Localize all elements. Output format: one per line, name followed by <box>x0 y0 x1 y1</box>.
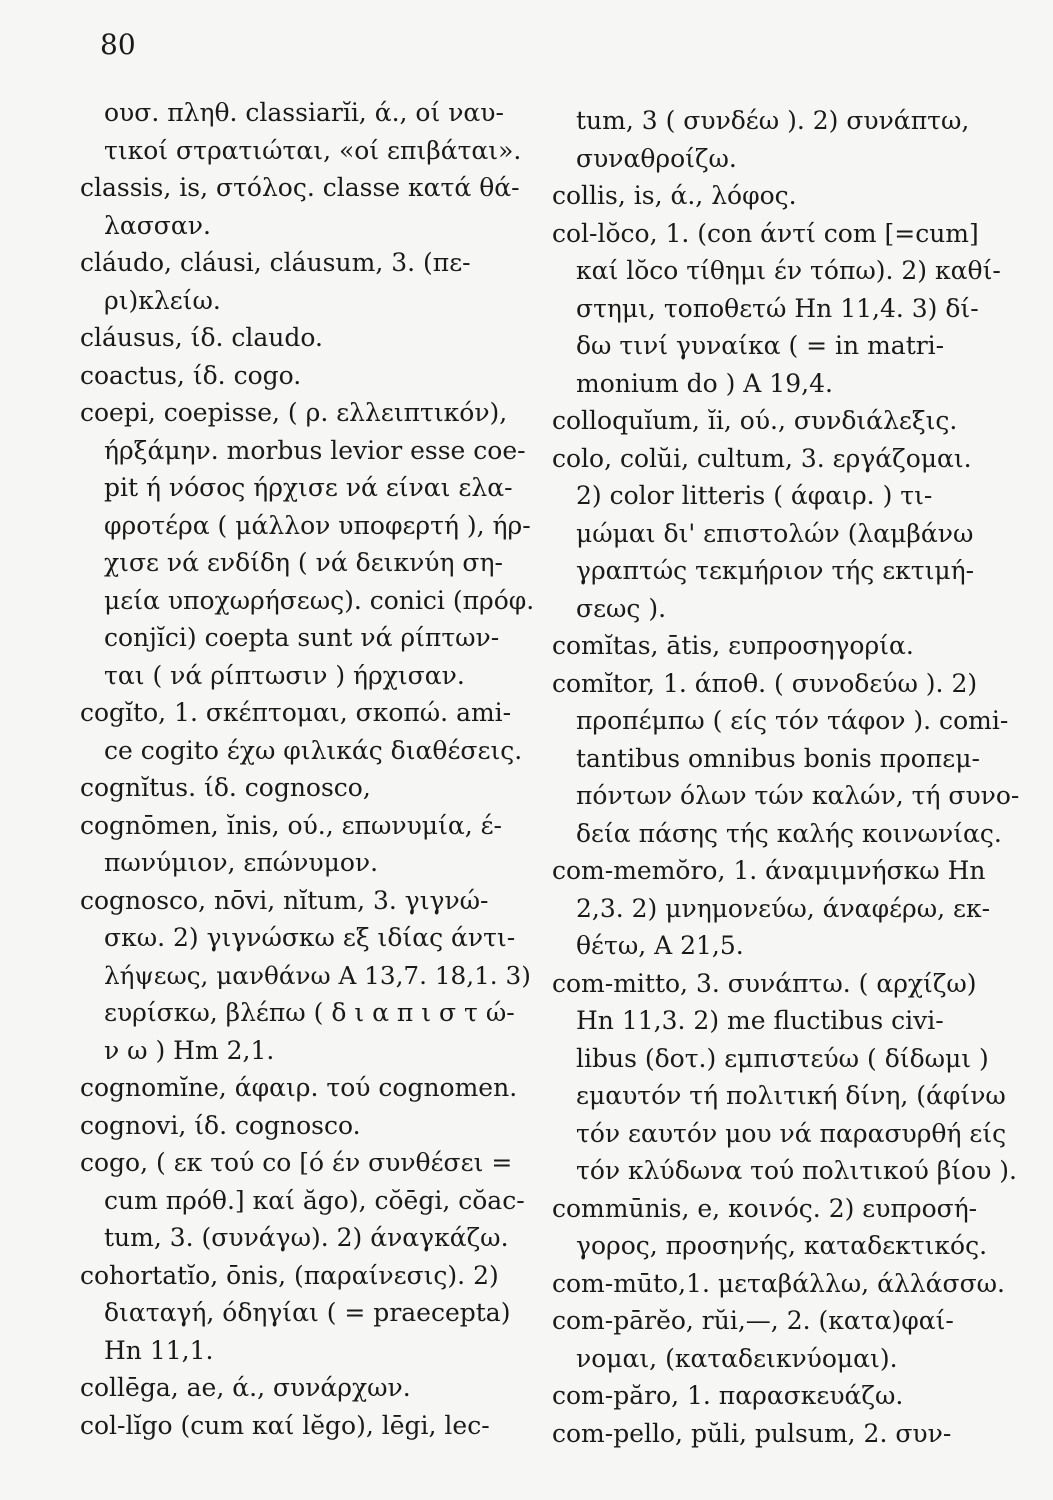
entry-line: comĭtas, ātis, ευπροσηγορία. <box>552 631 914 660</box>
entry-line: πωνύμιον, επώνυμον. <box>104 848 379 877</box>
entry-line: 2) color litteris ( άφαιρ. ) τι- <box>576 481 933 510</box>
entry-line: col-lĭgo (cum καί lĕgo), lēgi, lec- <box>80 1410 490 1440</box>
entry-line: com-mitto, 3. συνάπτω. ( αρχίζω) <box>552 968 977 998</box>
entry-line: ρι)κλείω. <box>104 285 221 315</box>
entry-line: collēga, ae, ά., συνάρχων. <box>80 1373 411 1402</box>
entry-line: cogo, ( εκ τού co [ό έν συνθέσει = <box>80 1148 513 1177</box>
entry-line: tantibus omnibus bonis προπεμ- <box>576 743 980 773</box>
entry-line: Hn 11,1. <box>104 1335 214 1365</box>
entry-line: γραπτώς τεκμήριον τής εκτιμή- <box>576 556 975 585</box>
entry-line: libus (δοτ.) εμπιστεύω ( δίδωμι ) <box>576 1043 989 1073</box>
entry-line: monium do ) A 19,4. <box>576 368 833 398</box>
entry-line: colloquĭum, ĭi, ού., συνδιάλεξις. <box>552 406 958 435</box>
entry-line: εμαυτόν τή πολιτική δίνη, (άφίνω <box>576 1081 1006 1110</box>
entry-line: cognĭtus. ίδ. cognosco, <box>80 773 371 802</box>
entry-line: com-memŏro, 1. άναμιμνήσκω Hn <box>552 856 986 885</box>
entry-line: ce cogito έχω φιλικάς διαθέσεις. <box>104 735 523 765</box>
entry-line: δεία πάσης τής καλής κοινωνίας. <box>576 818 1002 848</box>
entry-line: cognovi, ίδ. cognosco. <box>80 1110 361 1140</box>
entry-line: cum πρόθ.] καί ăgo), cŏēgi, cŏac- <box>104 1185 525 1215</box>
page-number: 80 <box>100 28 136 61</box>
entry-line: cohortatĭo, ōnis, (παραίνεσις). 2) <box>80 1260 499 1290</box>
entry-line: comĭtor, 1. άποθ. ( συνοδεύω ). 2) <box>552 668 978 698</box>
entry-line: θέτω, A 21,5. <box>576 931 744 960</box>
entry-line: νομαι, (καταδεικνύομαι). <box>576 1343 898 1373</box>
entry-line: τικοί στρατιώται, «οί επιβάται». <box>104 135 522 165</box>
entry-line: tum, 3 ( συνδέω ). 2) συνάπτω, <box>576 106 970 135</box>
entry-line: ται ( νά ρίπτωσιν ) ήρχισαν. <box>104 660 465 690</box>
entry-line: cláusus, ίδ. claudo. <box>80 323 323 352</box>
entry-line: γορος, προσηνής, καταδεκτικός. <box>576 1231 988 1260</box>
entry-line: collis, is, ά., λόφος. <box>552 181 797 210</box>
entry-line: commūnis, e, κοινός. 2) ευπροσή- <box>552 1193 978 1223</box>
right-column <box>552 102 1022 1452</box>
entry-line: καί lŏco τίθημι έν τόπω). 2) καθί- <box>576 256 1001 285</box>
entry-line: cognosco, nōvi, nĭtum, 3. γιγνώ- <box>80 885 489 915</box>
entry-line: ουσ. πληθ. classiarĭi, ά., οί ναυ- <box>104 98 504 127</box>
left-column <box>80 94 535 1444</box>
entry-line: cognomĭne, άφαιρ. τού cognomen. <box>80 1073 518 1102</box>
entry-line: μώμαι δι' επιστολών (λαμβάνω <box>576 518 974 548</box>
entry-line: λασσαν. <box>104 210 211 240</box>
entry-line: tum, 3. (συνάγω). 2) άναγκάζω. <box>104 1223 509 1252</box>
entry-line: στημι, τοποθετώ Hn 11,4. 3) δί- <box>576 293 979 323</box>
entry-line: pit ή νόσος ήρχισε νά είναι ελα- <box>104 473 513 502</box>
entry-line: coepi, coepisse, ( ρ. ελλειπτικόν), <box>80 398 508 427</box>
entry-line: ν ω ) Hm 2,1. <box>104 1035 275 1065</box>
entry-line: classis, is, στόλος. classe κατά θά- <box>80 173 520 202</box>
entry-line: δω τινί γυναίκα ( = in matri- <box>576 331 945 360</box>
entry-line: λήψεως, μανθάνω A 13,7. 18,1. 3) <box>104 960 531 990</box>
entry-line: διαταγή, όδηγίαι ( = praecepta) <box>104 1298 511 1327</box>
entry-line: col-lŏco, 1. (con άντί com [=cum] <box>552 218 979 248</box>
entry-line: com-mūto,1. μεταβάλλω, άλλάσσω. <box>552 1268 1005 1298</box>
entry-line: ήρξάμην. morbus levior esse coe- <box>104 435 526 465</box>
entry-line: προπέμπω ( είς τόν τάφον ). comi- <box>576 706 1009 735</box>
entry-line: Hn 11,3. 2) me fluctibus civi- <box>576 1006 944 1035</box>
entry-line: cogĭto, 1. σκέπτομαι, σκοπώ. ami- <box>80 698 512 727</box>
entry-line: σκω. 2) γιγνώσκω εξ ιδίας άντι- <box>104 923 516 952</box>
entry-line: com-pārĕo, rŭi,—, 2. (κατα)φαί- <box>552 1306 954 1335</box>
entry-line: φροτέρα ( μάλλον υποφερτή ), ήρ- <box>104 510 531 540</box>
entry-line: χισε νά ενδίδη ( νά δεικνύη ση- <box>104 548 503 577</box>
entry-line: cláudo, cláusi, cláusum, 3. (πε- <box>80 248 471 277</box>
entry-line: μεία υποχωρήσεως). conici (πρόφ. <box>104 585 535 615</box>
entry-line: συναθροίζω. <box>576 143 737 173</box>
entry-line: τόν εαυτόν μου νά παρασυρθή είς <box>576 1118 1007 1148</box>
entry-line: cognōmen, ĭnis, ού., επωνυμία, έ- <box>80 810 502 840</box>
entry-line: coactus, ίδ. cogo. <box>80 360 302 390</box>
entry-line: com-pello, pŭli, pulsum, 2. συν- <box>552 1418 952 1448</box>
entry-line: colo, colŭi, cultum, 3. εργάζομαι. <box>552 443 972 473</box>
entry-line: σεως ). <box>576 593 667 623</box>
entry-line: ευρίσκω, βλέπω ( δ ι α π ι σ τ ώ- <box>104 998 515 1027</box>
entry-line: τόν κλύδωνα τού πολιτικού βίου ). <box>576 1156 1017 1185</box>
entry-line: 2,3. 2) μνημονεύω, άναφέρω, εκ- <box>576 893 991 923</box>
entry-line: πόντων όλων τών καλών, τή συνο- <box>576 781 1020 810</box>
entry-line: conjĭci) coepta sunt νά ρίπτων- <box>104 623 500 652</box>
entry-line: com-păro, 1. παρασκευάζω. <box>552 1381 904 1410</box>
